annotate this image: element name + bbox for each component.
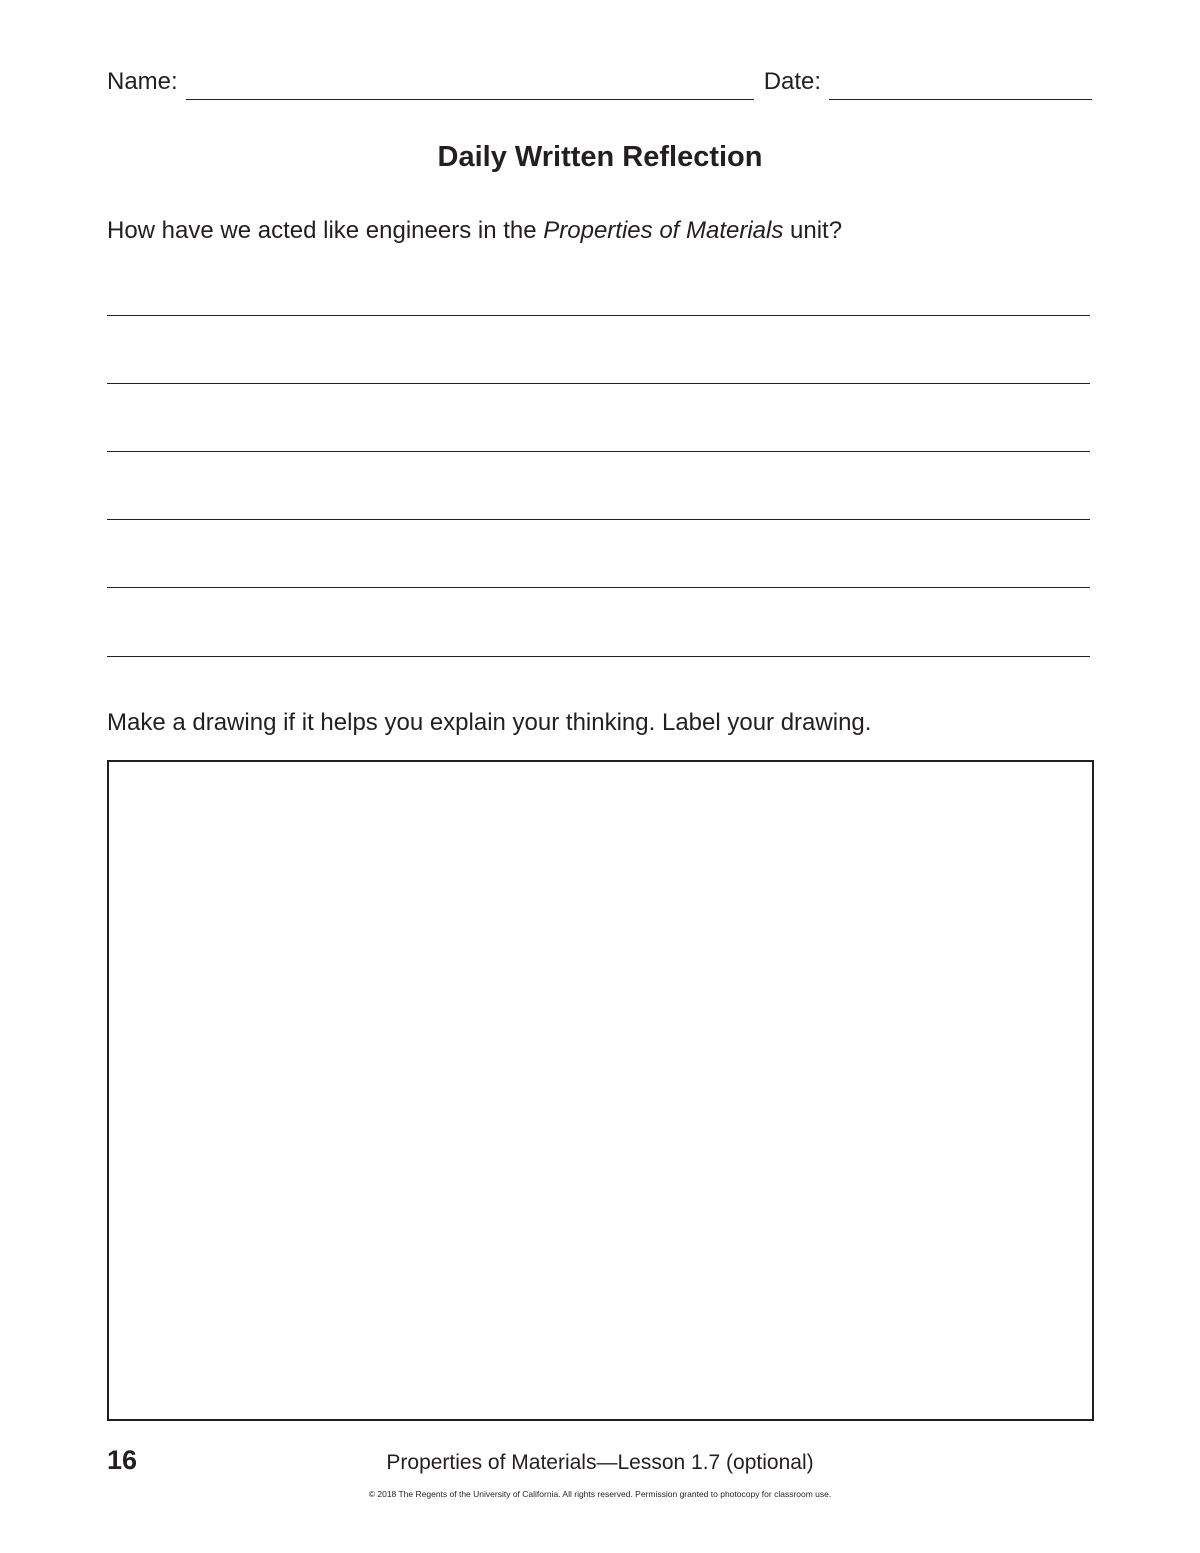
copyright-notice: © 2018 The Regents of the University of California. All rights reserved. Permission granted to photocopy for classroom use. [368, 1489, 832, 1499]
writing-line[interactable] [107, 383, 1090, 384]
writing-line[interactable] [107, 519, 1090, 520]
date-field-line[interactable] [829, 73, 1092, 100]
page-title: Daily Written Reflection [437, 141, 763, 173]
prompt-unit-title: Properties of Materials [543, 217, 784, 244]
footer-lesson-title: Properties of Materials—Lesson 1.7 (optional) [386, 1451, 814, 1474]
prompt-text-end: unit? [783, 217, 843, 244]
reflection-prompt [107, 217, 842, 245]
page-number: 16 [107, 1445, 138, 1475]
writing-line[interactable] [107, 656, 1090, 657]
writing-line[interactable] [107, 587, 1090, 588]
writing-line[interactable] [107, 315, 1090, 316]
name-label: Name: [107, 68, 178, 95]
header-row [107, 68, 1092, 100]
drawing-prompt: Make a drawing if it helps you explain your thinking. Label your drawing. [107, 709, 872, 736]
drawing-box[interactable] [107, 760, 1094, 1421]
prompt-text-start: How have we acted like engineers in the [107, 217, 544, 244]
date-label: Date: [763, 68, 822, 95]
writing-line[interactable] [107, 451, 1090, 452]
name-field-line[interactable] [186, 73, 754, 100]
